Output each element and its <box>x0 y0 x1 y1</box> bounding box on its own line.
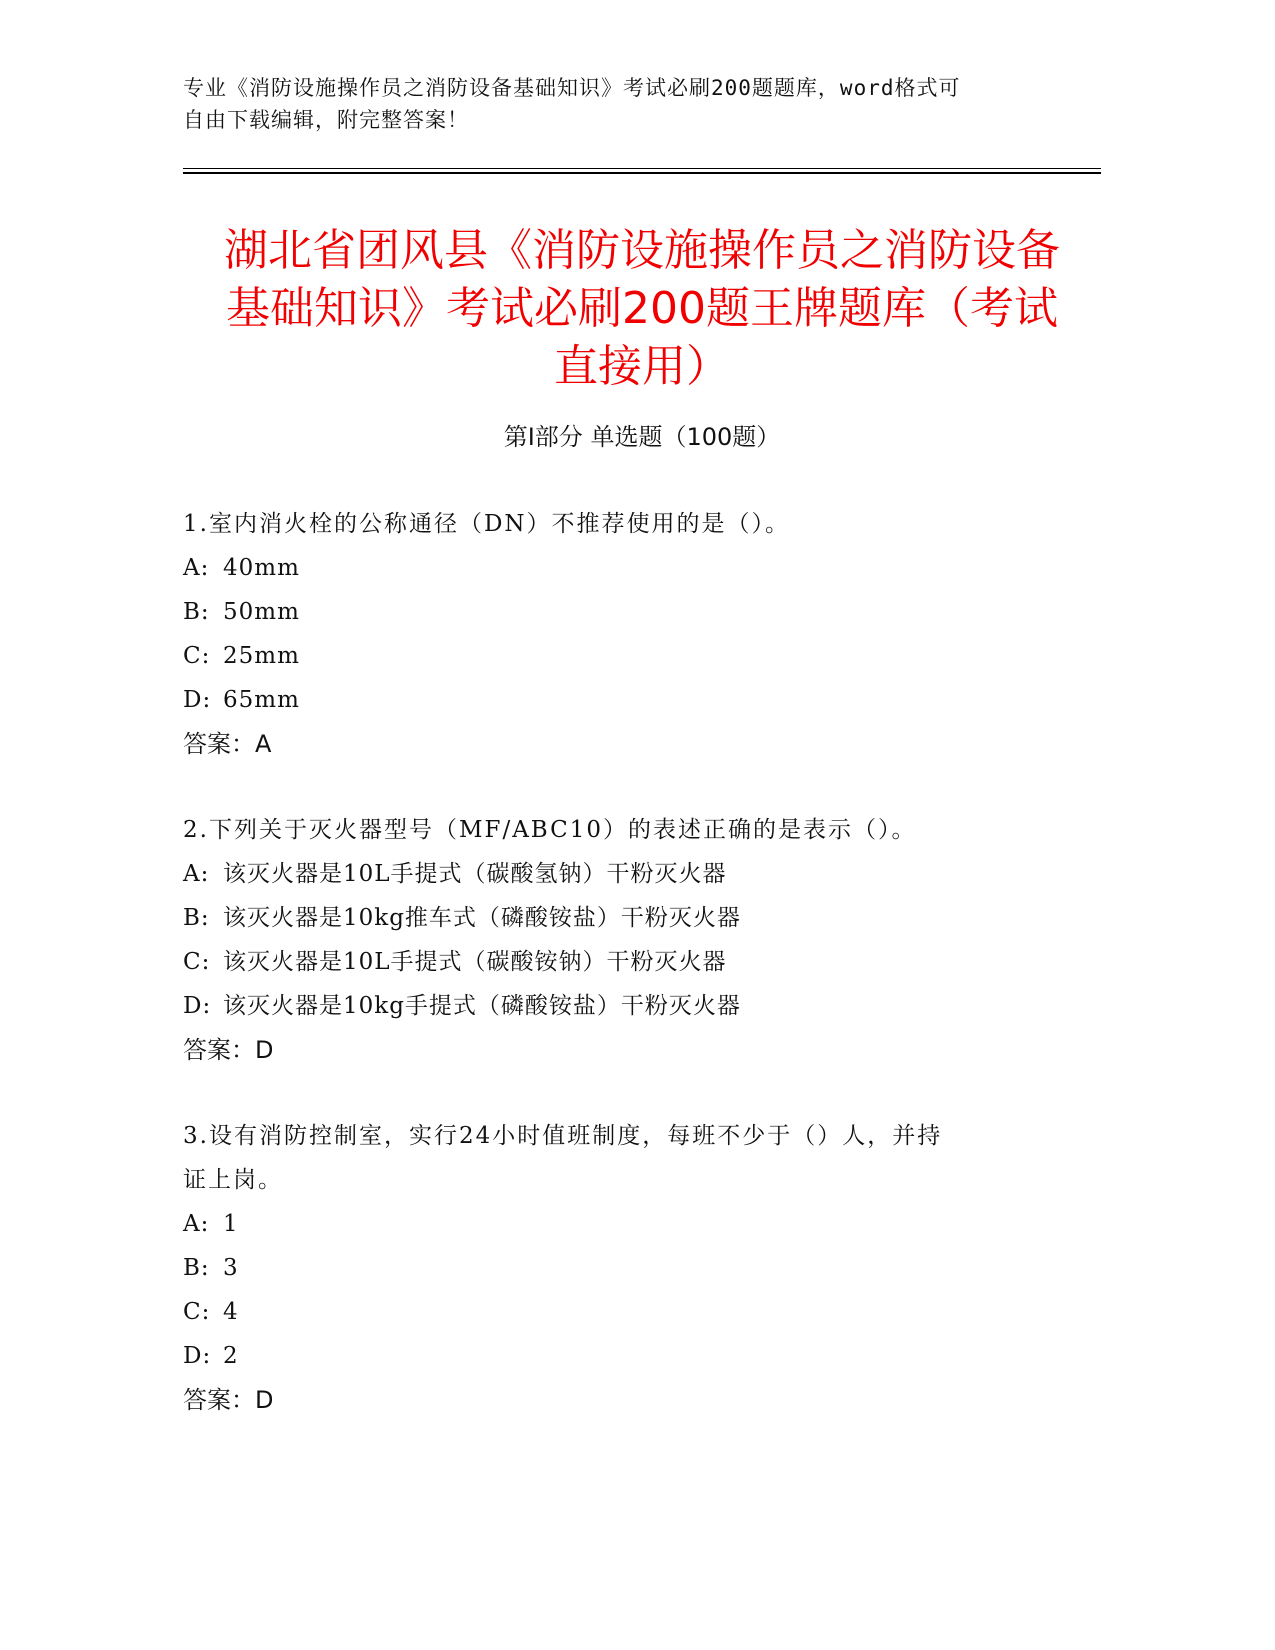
option-c <box>183 1290 1063 1334</box>
option-text: 50mm <box>223 599 300 625</box>
option-text: 该灭火器是10L手提式（碳酸氢钠）干粉灭火器 <box>223 861 727 887</box>
header-rule-thin <box>183 168 1101 169</box>
option-text: 1 <box>223 1211 239 1237</box>
option-letter: D: <box>183 993 212 1019</box>
option-letter: A: <box>183 1211 210 1237</box>
option-d <box>183 678 1063 722</box>
title-line-3: 直接用） <box>554 341 730 392</box>
question-stem-line-2: 证上岗。 <box>183 1167 283 1193</box>
answer-line: 答案：D <box>183 1386 274 1414</box>
option-a <box>183 1202 1063 1246</box>
option-letter: A: <box>183 861 210 887</box>
option-a <box>183 546 1063 590</box>
option-letter: C: <box>183 1299 211 1325</box>
document-title <box>183 222 1101 396</box>
answer-line: 答案：D <box>183 1036 274 1064</box>
option-letter: D: <box>183 687 212 713</box>
option-text: 2 <box>223 1343 239 1369</box>
option-b <box>183 896 1063 940</box>
option-c <box>183 940 1063 984</box>
option-text: 3 <box>223 1255 239 1281</box>
option-text: 该灭火器是10kg推车式（磷酸铵盐）干粉灭火器 <box>223 905 741 931</box>
option-d <box>183 1334 1063 1378</box>
option-text: 该灭火器是10L手提式（碳酸铵钠）干粉灭火器 <box>223 949 727 975</box>
option-c <box>183 634 1063 678</box>
header-note-line-1: 专业《消防设施操作员之消防设备基础知识》考试必刷200题题库，word格式可 <box>183 76 961 100</box>
question-stem-line-1: 3.设有消防控制室，实行24小时值班制度，每班不少于（）人，并持 <box>183 1123 943 1149</box>
option-letter: B: <box>183 1255 210 1281</box>
option-letter: C: <box>183 643 211 669</box>
question-1 <box>183 502 1063 766</box>
option-a <box>183 852 1063 896</box>
header-note-line-2: 自由下载编辑，附完整答案！ <box>183 108 469 132</box>
option-text: 4 <box>223 1299 239 1325</box>
header-rule-thick <box>183 172 1101 174</box>
option-letter: A: <box>183 555 210 581</box>
header-note <box>183 72 1063 136</box>
question-stem: 2.下列关于灭火器型号（MF/ABC10）的表述正确的是表示（）。 <box>183 817 917 843</box>
option-text: 40mm <box>223 555 300 581</box>
answer-line: 答案：A <box>183 730 272 758</box>
option-text: 该灭火器是10kg手提式（磷酸铵盐）干粉灭火器 <box>223 993 741 1019</box>
title-line-2: 基础知识》考试必刷200题王牌题库（考试 <box>226 283 1058 334</box>
option-b <box>183 1246 1063 1290</box>
option-letter: C: <box>183 949 211 975</box>
title-line-1: 湖北省团风县《消防设施操作员之消防设备 <box>224 225 1060 276</box>
question-3 <box>183 1114 1063 1422</box>
question-stem: 1.室内消火栓的公称通径（DN）不推荐使用的是（）。 <box>183 511 791 537</box>
option-d <box>183 984 1063 1028</box>
option-letter: B: <box>183 905 210 931</box>
question-2 <box>183 808 1063 1072</box>
option-b <box>183 590 1063 634</box>
section-title: 第Ⅰ部分 单选题（100题） <box>503 423 781 451</box>
option-text: 65mm <box>223 687 300 713</box>
option-text: 25mm <box>223 643 300 669</box>
option-letter: B: <box>183 599 210 625</box>
option-letter: D: <box>183 1343 212 1369</box>
